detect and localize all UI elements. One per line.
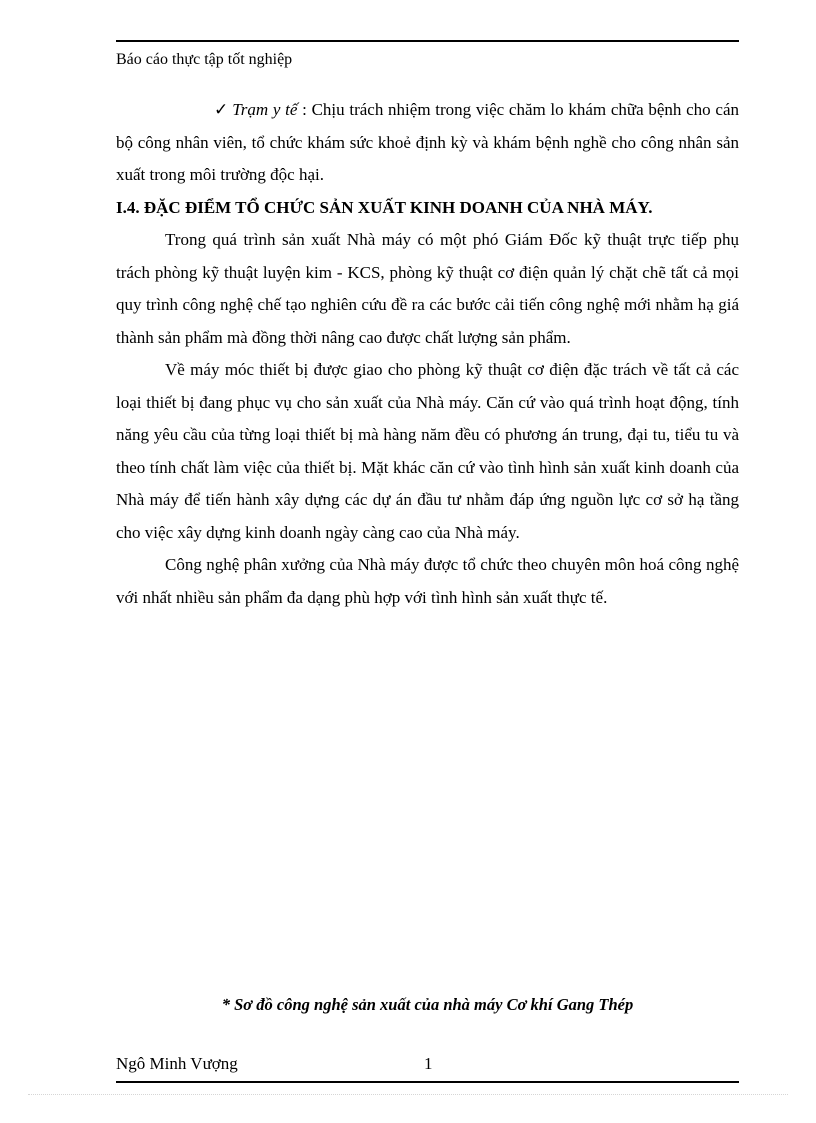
checkmark-icon: ✓ [214, 100, 229, 119]
diagram-caption: * Sơ đồ công nghệ sản xuất của nhà máy Cơ khí Gang Thép [221, 995, 634, 1014]
paragraph-1: Trong quá trình sản xuất Nhà máy có một phó Giám Đốc kỹ thuật trực tiếp phụ trách phòng kỹ thuật luyện kim - KCS, phòng kỹ thuật cơ điện quản lý chặt chẽ tất cả mọi quy trình công nghệ chế tạo nghiên cứu đề ra các bước cải tiến công nghệ mới nhằm hạ giá thành sản phẩm mà đồng thời nâng cao được chất lượng sản phẩm. [116, 230, 739, 347]
section-heading: I.4. ĐẶC ĐIỂM TỔ CHỨC SẢN XUẤT KINH DOANH CỦA NHÀ MÁY. [116, 197, 653, 217]
footer-page-number: 1 [424, 1054, 433, 1073]
intro-paragraph [116, 94, 739, 192]
page-bottom-edge [28, 1094, 788, 1095]
paragraph-2: Về máy móc thiết bị được giao cho phòng kỹ thuật cơ điện đặc trách về tất cả các loại thiết bị đang phục vụ cho sản xuất của Nhà máy. Căn cứ vào quá trình hoạt động, tính năng yêu cầu của từng loại thiết bị mà hàng năm đều có phương án trung, đại tu, tiểu tu và theo tính chất làm việc của thiết bị. Mặt khác căn cứ vào tình hình sản xuất kinh doanh của Nhà máy để tiến hành xây dựng các dự án đầu tư nhằm đáp ứng nguồn lực cơ sở hạ tầng cho việc xây dựng kinh doanh ngày càng cao của Nhà máy. [116, 360, 739, 542]
page-header-title: Báo cáo thực tập tốt nghiệp [116, 51, 293, 68]
paragraph-3: Công nghệ phân xưởng của Nhà máy được tổ chức theo chuyên môn hoá công nghệ với nhất nhiều sản phẩm đa dạng phù hợp với tình hình sản xuất thực tế. [116, 555, 739, 607]
intro-text: : Chịu trách nhiệm trong việc chăm lo khám chữa bệnh cho cán bộ công nhân viên, tổ chức khám sức khoẻ định kỳ và khám bệnh nghề cho công nhân sản xuất trong môi trường độc hại. [116, 100, 739, 184]
document-body [116, 94, 739, 614]
footer-author: Ngô Minh Vượng [116, 1054, 238, 1073]
footer-rule [116, 1081, 739, 1083]
intro-term: Trạm y tế [232, 100, 298, 119]
header-rule [116, 40, 739, 42]
